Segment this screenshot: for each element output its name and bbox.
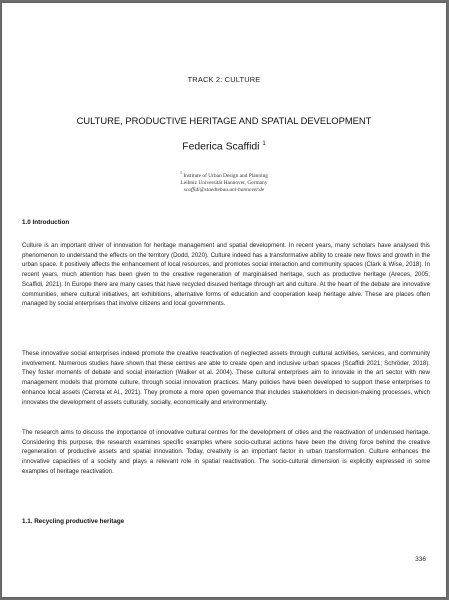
paper-title: CULTURE, PRODUCTIVE HERITAGE AND SPATIAL DEVELOPMENT — [76, 115, 372, 126]
document-page — [2, 3, 446, 597]
body-paragraph-1: Culture is an important driver of innovation for heritage management and spatial development. In recent years, many scholars have analysed this phenomenon to understand the effects on the territory (Dodd, 2020). Culture indeed has a transformative ability to create new flows and growth in the urban space. It positively affects the enhancement of local resources, and promotes social interaction and community spaces (Clark & Wise, 2018). In recent years, much attention has been given to the creative regeneration of marginalised heritage, such as productive heritage (Areces, 2005; Scaffidi, 2021). In Europe there are many cases that have recycled disused heritage through art and culture. At the heart of the debate are innovative communities, where cultural initiatives, art exhibitions, alternative forms of education and cooperation keep heritage alive. These are places often managed by social enterprises that involve citizens and local governments. — [22, 242, 430, 308]
affiliation-block — [2, 169, 446, 194]
affiliation-institute: Institute of Urban Design and Planning — [183, 172, 268, 179]
section-heading-recycling: 1.1. Recycling productive heritage — [22, 518, 125, 525]
author-name-text: Federica Scaffidi — [182, 141, 260, 153]
body-paragraph-3: The research aims to discuss the importance of innovative cultural centres for the development of cities and the reactivation of underused heritage. Considering this purpose, the research examines specific examples where socio-cultural actions have been the driving force behind the creative regeneration of productive assets and spatial innovation. Today, creativity is an important factor in urban transformation. Culture enhances the innovative capacities of a society and plays a relevant role in spatial reactivation. The socio-cultural dimension is explicitly expressed in some examples of heritage reactivation. — [22, 429, 430, 475]
track-label: TRACK 2: CULTURE — [187, 75, 261, 84]
affiliation-line-2: Leibniz Universität Hannover, Germany — [180, 180, 268, 186]
author-email: scaffidi@staedtebau.uni-hannover.de — [183, 187, 265, 194]
affiliation-mark: 1 — [180, 170, 183, 175]
body-paragraph-2: These innovative social enterprises indeed promote the creative reactivation of neglected assets through cultural activities, services, and community involvement. Numerous studies have shown that these centres are able to create open and inclusive urban spaces (Scaffidi 2021; Schröder, 2018). They foster moments of debate and social interaction (Walker et al. 2004). These cultural enterprises aim to innovate in the art sector with new management models that promote culture, through social innovation practices. Many policies have been developed to support these enterprises to enhance local assets (Cerreta et Al., 2021). They promote a more open governance that includes stakeholders in decision-making processes, which innovates the development of assets culturally, socially, economically and environmentally. — [22, 350, 430, 406]
author-name — [2, 141, 446, 152]
section-heading-introduction: 1.0 Introduction — [22, 219, 70, 226]
author-footnote-mark: 1 — [262, 141, 266, 147]
affiliation-line-1 — [2, 169, 446, 180]
page-number: 336 — [415, 556, 426, 563]
